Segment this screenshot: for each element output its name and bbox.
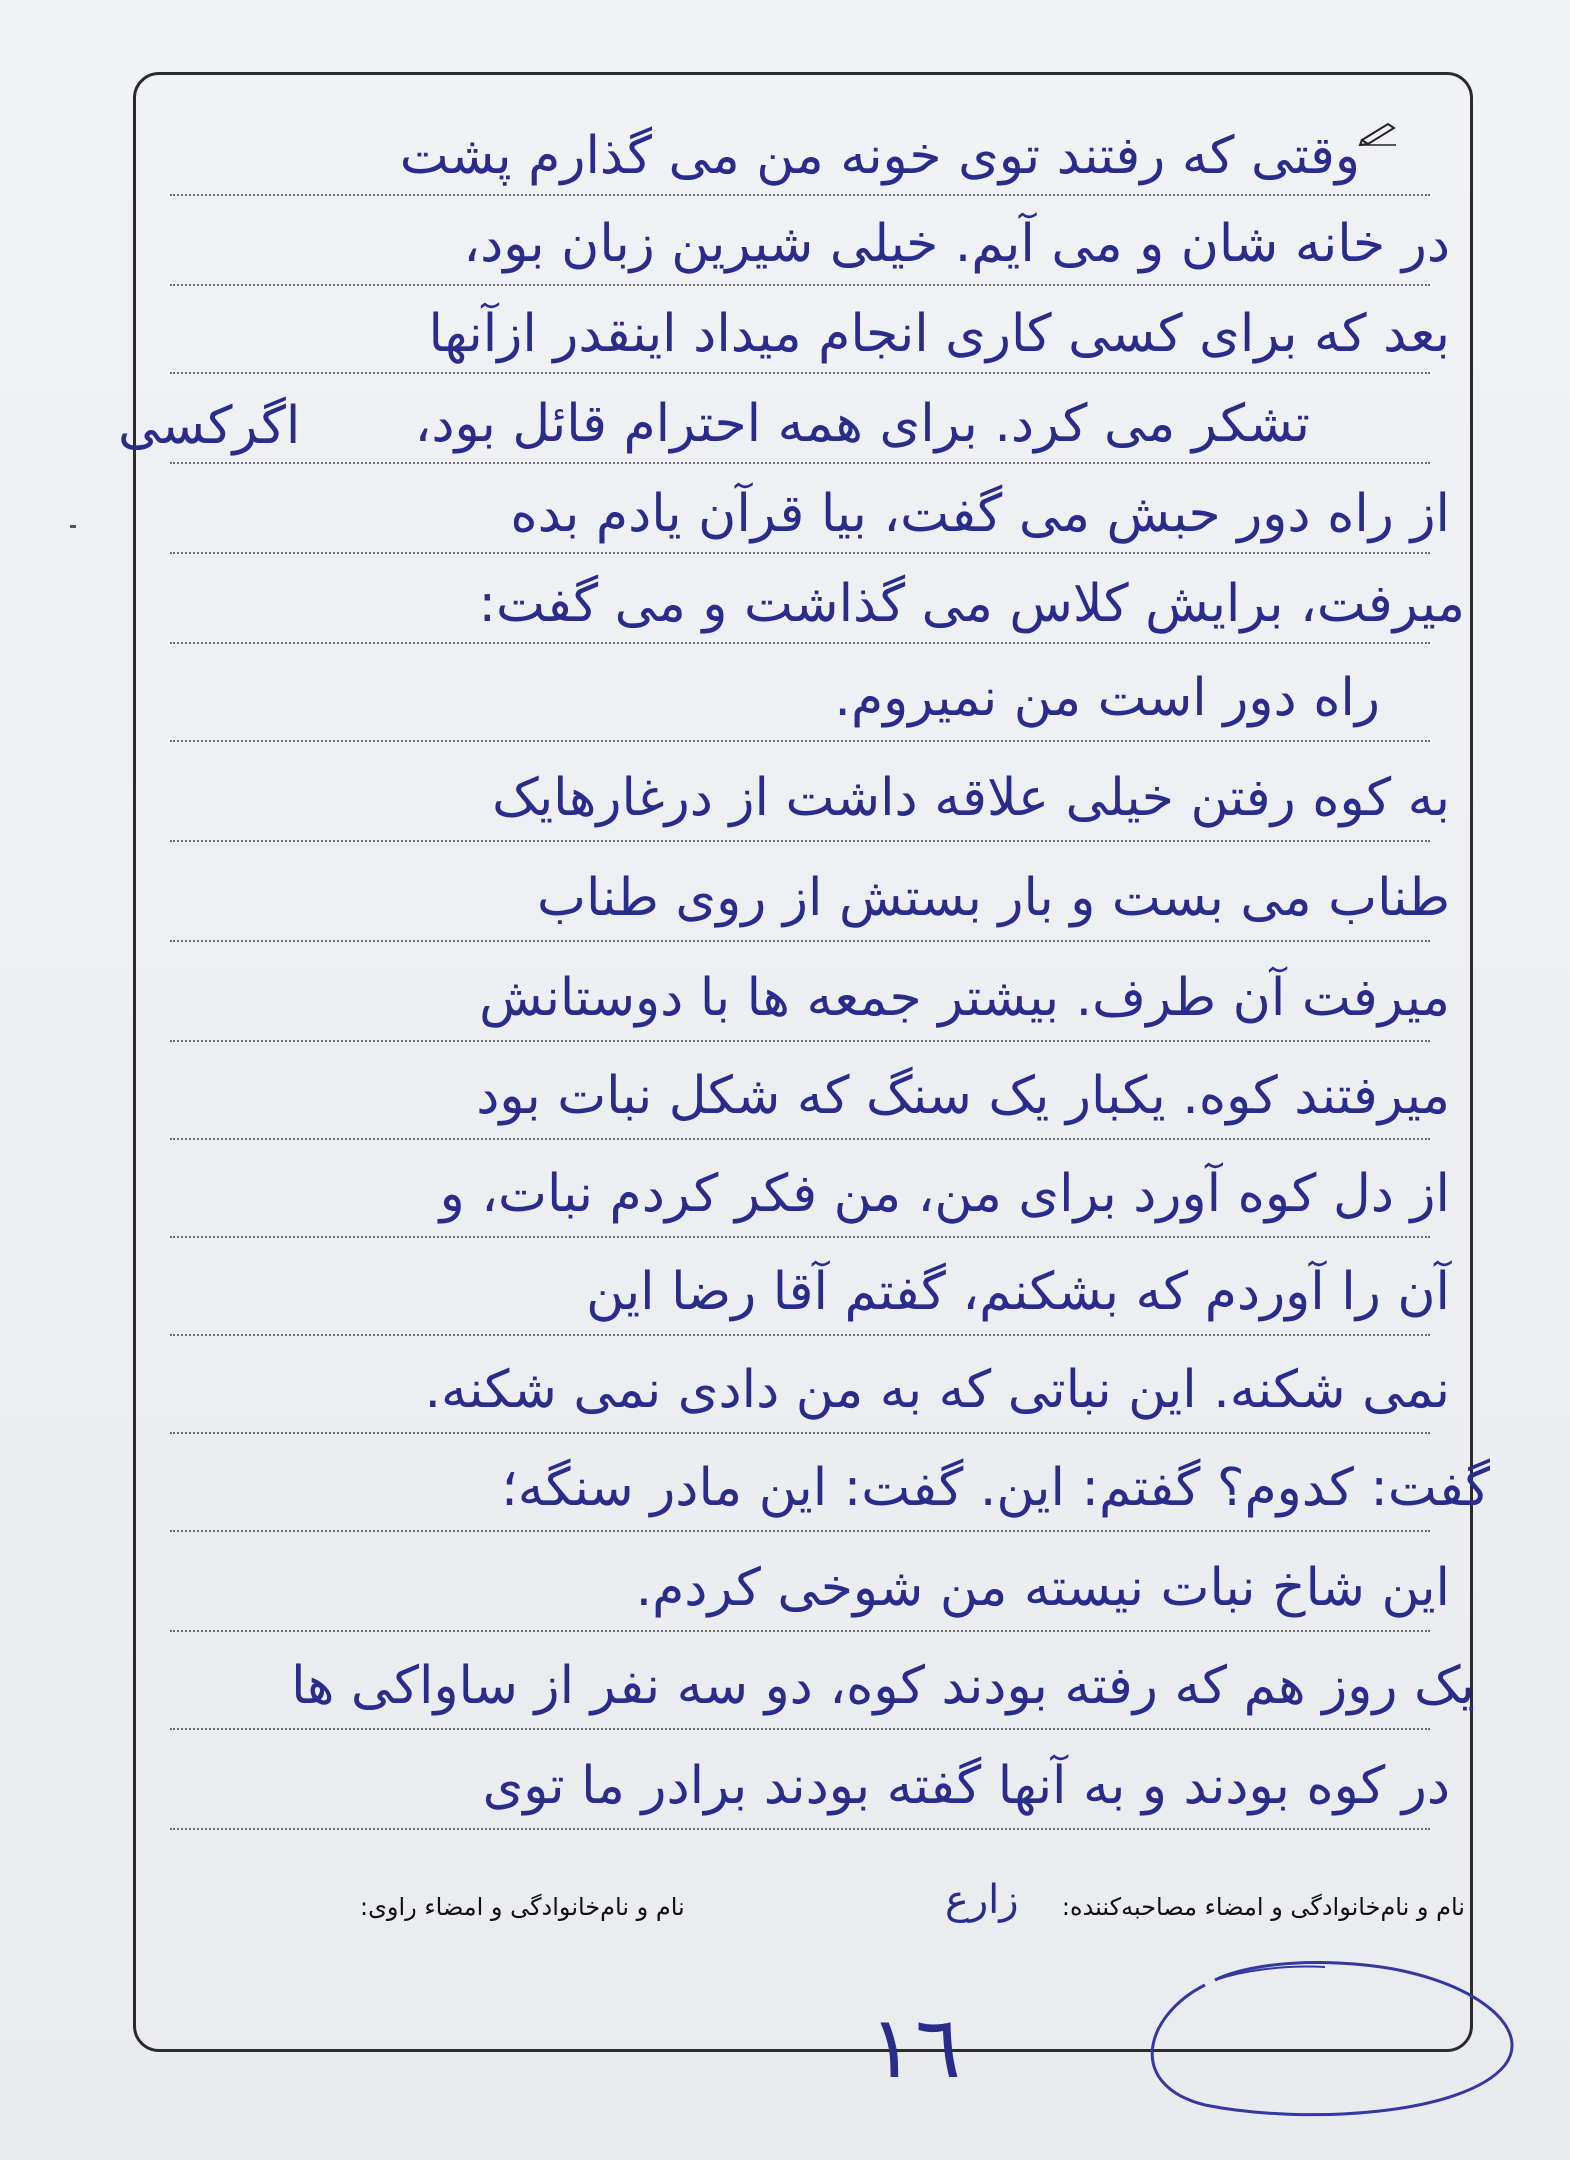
pen-icon xyxy=(1358,118,1398,146)
ruled-line xyxy=(170,1728,1430,1730)
handwritten-line-18: در کوه بودند و به آنها گفته بودند برادر ما توی xyxy=(482,1756,1450,1816)
ruled-line xyxy=(170,372,1430,374)
ruled-line xyxy=(170,284,1430,286)
ruled-line xyxy=(170,1334,1430,1336)
handwritten-line-15: گفت: کدوم؟ گفتم: این. گفت: این مادر سنگه؛ xyxy=(501,1458,1490,1518)
handwritten-line-14: نمی شکنه. این نباتی که به من دادی نمی شکنه. xyxy=(424,1360,1450,1420)
ruled-line xyxy=(170,1530,1430,1532)
signature-scribble xyxy=(1085,1925,1535,2125)
handwritten-line-7: راه دور است من نمیروم. xyxy=(834,668,1380,728)
ruled-line xyxy=(170,740,1430,742)
handwritten-line-6: میرفت، برایش کلاس می گذاشت و می گفت: xyxy=(478,574,1465,634)
handwritten-line-8: به کوه رفتن خیلی علاقه داشت از درغارهایک xyxy=(492,768,1450,828)
margin-note-left: اگرکسی xyxy=(118,396,301,456)
handwritten-line-1: وقتی که رفتند توی خونه من می گذارم پشت xyxy=(399,126,1360,186)
ruled-line xyxy=(170,1236,1430,1238)
handwritten-line-10: میرفت آن طرف. بیشتر جمعه ها با دوستانش xyxy=(479,968,1450,1028)
stray-mark xyxy=(70,525,76,528)
ruled-line xyxy=(170,194,1430,196)
ruled-line xyxy=(170,1630,1430,1632)
page-number: ١٦ xyxy=(868,1998,962,2098)
ruled-line xyxy=(170,840,1430,842)
interviewer-signature-text: زارع xyxy=(945,1877,1019,1923)
ruled-line xyxy=(170,462,1430,464)
handwritten-line-5: از راه دور حبش می گفت، بیا قرآن یادم بده xyxy=(510,484,1450,544)
handwritten-line-13: آن را آوردم که بشکنم، گفتم آقا رضا این xyxy=(586,1262,1450,1322)
ruled-line xyxy=(170,1138,1430,1140)
interviewer-label: نام و نام‌خانوادگی و امضاء مصاحبه‌کننده: xyxy=(1061,1893,1465,1921)
handwritten-line-9: طناب می بست و بار بستش از روی طناب xyxy=(537,868,1450,928)
ruled-line xyxy=(170,1828,1430,1830)
handwritten-line-12: از دل کوه آورد برای من، من فکر کردم نبات، و xyxy=(439,1164,1450,1224)
handwritten-line-2: در خانه شان و می آیم. خیلی شیرین زبان بود، xyxy=(463,214,1450,274)
handwritten-line-4: تشکر می کرد. برای همه احترام قائل بود، xyxy=(414,394,1310,454)
ruled-line xyxy=(170,1040,1430,1042)
handwritten-line-17: یک روز هم که رفته بودند کوه، دو سه نفر از ساواکی ها xyxy=(291,1656,1475,1716)
narrator-label: نام و نام‌خانوادگی و امضاء راوی: xyxy=(360,1893,685,1921)
handwritten-line-16: این شاخ نبات نیسته من شوخی کردم. xyxy=(635,1558,1450,1618)
ruled-line xyxy=(170,552,1430,554)
handwritten-line-11: میرفتند کوه. یکبار یک سنگ که شکل نبات بود xyxy=(476,1066,1450,1126)
ruled-line xyxy=(170,940,1430,942)
page-border xyxy=(133,72,1473,2052)
ruled-line xyxy=(170,1432,1430,1434)
ruled-line xyxy=(170,642,1430,644)
handwritten-line-3: بعد که برای کسی کاری انجام میداد اینقدر ازآنها xyxy=(428,304,1450,364)
